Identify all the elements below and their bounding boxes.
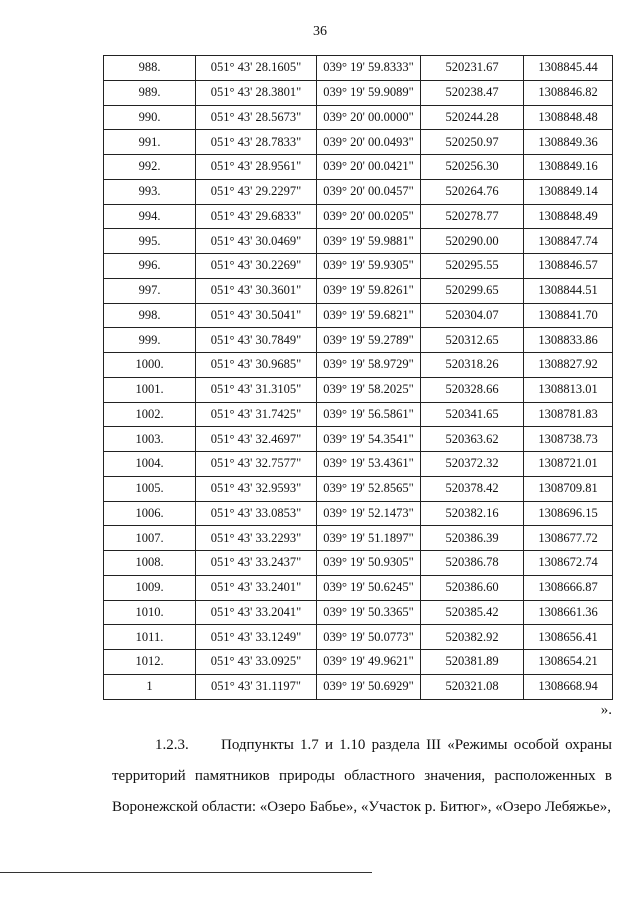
point-number-cell: 1003.	[104, 427, 196, 452]
longitude-cell: 039° 19' 50.0773"	[317, 625, 421, 650]
x-coordinate-cell: 520386.39	[421, 526, 524, 551]
longitude-cell: 039° 19' 49.9621"	[317, 650, 421, 675]
x-coordinate-cell: 520321.08	[421, 674, 524, 699]
coordinates-table	[103, 55, 613, 700]
latitude-cell: 051° 43' 33.2437"	[196, 551, 317, 576]
paragraph-1-2-3	[112, 730, 612, 823]
latitude-cell: 051° 43' 30.0469"	[196, 229, 317, 254]
longitude-cell: 039° 19' 53.4361"	[317, 452, 421, 477]
y-coordinate-cell: 1308696.15	[524, 501, 613, 526]
x-coordinate-cell: 520378.42	[421, 476, 524, 501]
latitude-cell: 051° 43' 28.7833"	[196, 130, 317, 155]
latitude-cell: 051° 43' 33.1249"	[196, 625, 317, 650]
table-row	[104, 80, 613, 105]
x-coordinate-cell: 520386.60	[421, 575, 524, 600]
latitude-cell: 051° 43' 32.7577"	[196, 452, 317, 477]
latitude-cell: 051° 43' 31.3105"	[196, 377, 317, 402]
table-row	[104, 155, 613, 180]
table-row	[104, 551, 613, 576]
latitude-cell: 051° 43' 30.3601"	[196, 278, 317, 303]
point-number-cell: 1012.	[104, 650, 196, 675]
y-coordinate-cell: 1308721.01	[524, 452, 613, 477]
y-coordinate-cell: 1308841.70	[524, 303, 613, 328]
x-coordinate-cell: 520304.07	[421, 303, 524, 328]
longitude-cell: 039° 20' 00.0000"	[317, 105, 421, 130]
latitude-cell: 051° 43' 28.5673"	[196, 105, 317, 130]
longitude-cell: 039° 19' 51.1897"	[317, 526, 421, 551]
longitude-cell: 039° 19' 50.6929"	[317, 674, 421, 699]
point-number-cell: 993.	[104, 179, 196, 204]
table-row	[104, 600, 613, 625]
y-coordinate-cell: 1308846.82	[524, 80, 613, 105]
footnote-separator	[0, 872, 372, 873]
latitude-cell: 051° 43' 33.0853"	[196, 501, 317, 526]
x-coordinate-cell: 520264.76	[421, 179, 524, 204]
page-number: 36	[313, 24, 327, 39]
table-row	[104, 650, 613, 675]
x-coordinate-cell: 520382.92	[421, 625, 524, 650]
longitude-cell: 039° 19' 59.9089"	[317, 80, 421, 105]
table-row	[104, 130, 613, 155]
y-coordinate-cell: 1308848.49	[524, 204, 613, 229]
longitude-cell: 039° 19' 50.9305"	[317, 551, 421, 576]
x-coordinate-cell: 520386.78	[421, 551, 524, 576]
latitude-cell: 051° 43' 30.7849"	[196, 328, 317, 353]
latitude-cell: 051° 43' 30.5041"	[196, 303, 317, 328]
table-row	[104, 625, 613, 650]
point-number-cell: 1010.	[104, 600, 196, 625]
table-row	[104, 476, 613, 501]
longitude-cell: 039° 19' 56.5861"	[317, 402, 421, 427]
latitude-cell: 051° 43' 30.9685"	[196, 353, 317, 378]
latitude-cell: 051° 43' 28.3801"	[196, 80, 317, 105]
point-number-cell: 1002.	[104, 402, 196, 427]
y-coordinate-cell: 1308849.14	[524, 179, 613, 204]
y-coordinate-cell: 1308709.81	[524, 476, 613, 501]
paragraph-text: Подпункты 1.7 и 1.10 раздела III «Режимы особой охраны территорий памятников природы областного значения, расположенных в Воронежской области: «Озеро Бабье», «Участок р. Битюг», «Озеро Лебяжье»,	[112, 737, 612, 815]
point-number-cell: 1011.	[104, 625, 196, 650]
x-coordinate-cell: 520238.47	[421, 80, 524, 105]
y-coordinate-cell: 1308781.83	[524, 402, 613, 427]
y-coordinate-cell: 1308848.48	[524, 105, 613, 130]
table-row	[104, 254, 613, 279]
latitude-cell: 051° 43' 29.6833"	[196, 204, 317, 229]
latitude-cell: 051° 43' 28.9561"	[196, 155, 317, 180]
y-coordinate-cell: 1308672.74	[524, 551, 613, 576]
x-coordinate-cell: 520312.65	[421, 328, 524, 353]
longitude-cell: 039° 19' 59.6821"	[317, 303, 421, 328]
x-coordinate-cell: 520295.55	[421, 254, 524, 279]
point-number-cell: 1009.	[104, 575, 196, 600]
y-coordinate-cell: 1308844.51	[524, 278, 613, 303]
point-number-cell: 998.	[104, 303, 196, 328]
longitude-cell: 039° 19' 52.8565"	[317, 476, 421, 501]
point-number-cell: 1000.	[104, 353, 196, 378]
latitude-cell: 051° 43' 33.2293"	[196, 526, 317, 551]
y-coordinate-cell: 1308846.57	[524, 254, 613, 279]
longitude-cell: 039° 19' 59.9305"	[317, 254, 421, 279]
table-row	[104, 204, 613, 229]
y-coordinate-cell: 1308813.01	[524, 377, 613, 402]
table-row	[104, 105, 613, 130]
longitude-cell: 039° 19' 50.3365"	[317, 600, 421, 625]
table-row	[104, 377, 613, 402]
coordinates-table-body	[104, 56, 613, 700]
table-row	[104, 674, 613, 699]
x-coordinate-cell: 520250.97	[421, 130, 524, 155]
point-number-cell: 1006.	[104, 501, 196, 526]
point-number-cell: 994.	[104, 204, 196, 229]
x-coordinate-cell: 520256.30	[421, 155, 524, 180]
longitude-cell: 039° 19' 58.9729"	[317, 353, 421, 378]
x-coordinate-cell: 520341.65	[421, 402, 524, 427]
point-number-cell: 1007.	[104, 526, 196, 551]
table-row	[104, 179, 613, 204]
y-coordinate-cell: 1308849.36	[524, 130, 613, 155]
x-coordinate-cell: 520278.77	[421, 204, 524, 229]
table-row	[104, 229, 613, 254]
y-coordinate-cell: 1308833.86	[524, 328, 613, 353]
x-coordinate-cell: 520231.67	[421, 56, 524, 81]
table-row	[104, 452, 613, 477]
point-number-cell: 989.	[104, 80, 196, 105]
point-number-cell: 1005.	[104, 476, 196, 501]
x-coordinate-cell: 520381.89	[421, 650, 524, 675]
latitude-cell: 051° 43' 29.2297"	[196, 179, 317, 204]
y-coordinate-cell: 1308656.41	[524, 625, 613, 650]
x-coordinate-cell: 520382.16	[421, 501, 524, 526]
longitude-cell: 039° 19' 50.6245"	[317, 575, 421, 600]
longitude-cell: 039° 19' 58.2025"	[317, 377, 421, 402]
longitude-cell: 039° 19' 54.3541"	[317, 427, 421, 452]
point-number-cell: 990.	[104, 105, 196, 130]
y-coordinate-cell: 1308738.73	[524, 427, 613, 452]
y-coordinate-cell: 1308668.94	[524, 674, 613, 699]
table-row	[104, 328, 613, 353]
latitude-cell: 051° 43' 28.1605"	[196, 56, 317, 81]
table-row	[104, 427, 613, 452]
point-number-cell: 1008.	[104, 551, 196, 576]
longitude-cell: 039° 19' 59.8333"	[317, 56, 421, 81]
point-number-cell: 988.	[104, 56, 196, 81]
y-coordinate-cell: 1308677.72	[524, 526, 613, 551]
longitude-cell: 039° 20' 00.0205"	[317, 204, 421, 229]
y-coordinate-cell: 1308849.16	[524, 155, 613, 180]
paragraph-number: 1.2.3.	[155, 737, 189, 753]
point-number-cell: 1001.	[104, 377, 196, 402]
table-row	[104, 278, 613, 303]
latitude-cell: 051° 43' 31.7425"	[196, 402, 317, 427]
longitude-cell: 039° 20' 00.0493"	[317, 130, 421, 155]
y-coordinate-cell: 1308845.44	[524, 56, 613, 81]
longitude-cell: 039° 20' 00.0421"	[317, 155, 421, 180]
point-number-cell: 1004.	[104, 452, 196, 477]
latitude-cell: 051° 43' 33.2401"	[196, 575, 317, 600]
longitude-cell: 039° 19' 59.8261"	[317, 278, 421, 303]
table-row	[104, 501, 613, 526]
x-coordinate-cell: 520318.26	[421, 353, 524, 378]
point-number-cell: 999.	[104, 328, 196, 353]
table-row	[104, 402, 613, 427]
table-row	[104, 526, 613, 551]
latitude-cell: 051° 43' 32.9593"	[196, 476, 317, 501]
closing-quote: ».	[600, 702, 612, 718]
y-coordinate-cell: 1308661.36	[524, 600, 613, 625]
y-coordinate-cell: 1308666.87	[524, 575, 613, 600]
point-number-cell: 995.	[104, 229, 196, 254]
y-coordinate-cell: 1308847.74	[524, 229, 613, 254]
x-coordinate-cell: 520328.66	[421, 377, 524, 402]
x-coordinate-cell: 520244.28	[421, 105, 524, 130]
latitude-cell: 051° 43' 32.4697"	[196, 427, 317, 452]
x-coordinate-cell: 520363.62	[421, 427, 524, 452]
latitude-cell: 051° 43' 31.1197"	[196, 674, 317, 699]
longitude-cell: 039° 19' 52.1473"	[317, 501, 421, 526]
longitude-cell: 039° 19' 59.9881"	[317, 229, 421, 254]
table-row	[104, 575, 613, 600]
latitude-cell: 051° 43' 33.0925"	[196, 650, 317, 675]
x-coordinate-cell: 520290.00	[421, 229, 524, 254]
table-row	[104, 303, 613, 328]
point-number-cell: 997.	[104, 278, 196, 303]
point-number-cell: 991.	[104, 130, 196, 155]
x-coordinate-cell: 520299.65	[421, 278, 524, 303]
point-number-cell: 1	[104, 674, 196, 699]
y-coordinate-cell: 1308827.92	[524, 353, 613, 378]
latitude-cell: 051° 43' 33.2041"	[196, 600, 317, 625]
point-number-cell: 996.	[104, 254, 196, 279]
y-coordinate-cell: 1308654.21	[524, 650, 613, 675]
point-number-cell: 992.	[104, 155, 196, 180]
longitude-cell: 039° 20' 00.0457"	[317, 179, 421, 204]
longitude-cell: 039° 19' 59.2789"	[317, 328, 421, 353]
x-coordinate-cell: 520385.42	[421, 600, 524, 625]
table-row	[104, 353, 613, 378]
latitude-cell: 051° 43' 30.2269"	[196, 254, 317, 279]
table-row	[104, 56, 613, 81]
x-coordinate-cell: 520372.32	[421, 452, 524, 477]
